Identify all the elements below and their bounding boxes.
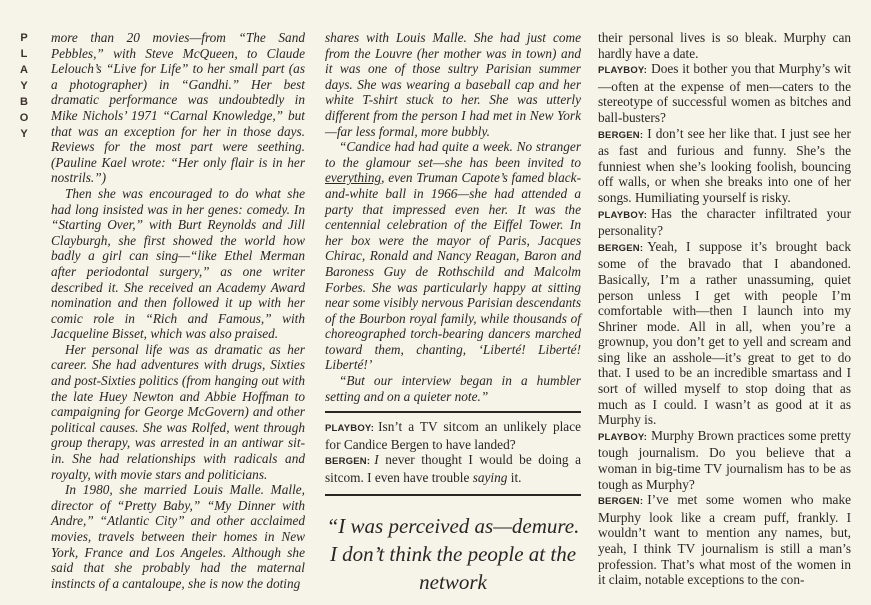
- speaker-label: BERGEN:: [325, 456, 371, 468]
- divider-rule: [325, 494, 581, 496]
- side-letter: Y: [20, 128, 28, 140]
- answer: [598, 126, 851, 206]
- text-run: “Candice had had quite a week. No stranger to the glamour set—she has been invited to: [325, 139, 581, 170]
- paragraph: [598, 30, 851, 61]
- emphasized-word: everything: [325, 170, 382, 186]
- answer-text: I don’t see her like that. I just see her as fast and furious and funny. She’s the funniest when she’s looking foolish, bouncing off walls, or when she breaks into one of her songs. Humiliating yourself is risky.: [598, 125, 851, 205]
- question-text: Murphy Brown practices some pretty tough journalism. Do you believe that a woman in big-time TV journalism has to be as tough as Murphy?: [598, 427, 851, 492]
- speaker-label: BERGEN:: [598, 242, 644, 254]
- pull-quote: [325, 512, 581, 596]
- side-letter: Y: [20, 80, 28, 92]
- answer-text: never thought I would be doing a sitcom. I even have trouble: [325, 452, 581, 485]
- speaker-label: PLAYBOY:: [598, 209, 648, 221]
- answer-text: Yeah, I suppose it’s brought back some of the bravado that I abandoned. Basically, I’m a rather unassuming, quiet person unless I get with people I’m comfortable with—then I launch into my Shriner mode. All in all, when you’re a grownup, you don’t get to yell and scream and sing like an asshole—it’s great to get to do that. I used to be an incredible smartass and I sort of willed myself to stop doing that as much as I could. I wasn’t as good at it as Murphy is.: [598, 238, 851, 428]
- interview-column-3: [598, 30, 851, 588]
- side-letter: A: [20, 64, 28, 76]
- speaker-label: PLAYBOY:: [325, 423, 375, 434]
- answer: [598, 239, 851, 428]
- paragraph: Then she was encouraged to do what she had long insisted was in her genes: comedy. In “Starting Over,” with Burt Reynolds and Jill Clayburgh, she first showed the world how badly a girl can sing—“like Ethel Merman after periodontal surgery,” as one writer described it. She received an Academy Award nomination and then followed it up with her comic role in “Rich and Famous,” with Jacqueline Bisset, which was also praised.: [51, 185, 305, 342]
- paragraph: In 1980, she married Louis Malle. Malle, director of “Pretty Baby,” “My Dinner with Andre,” “Atlantic City” and other acclaimed movies, travels between their homes in New York, France and Los Angeles. Although she said that she probably had the maternal instincts of a cantaloupe, she is now the doting: [51, 482, 305, 591]
- speaker-label: BERGEN:: [598, 129, 644, 141]
- answer-italic: I: [374, 452, 379, 468]
- side-letter: B: [20, 96, 28, 108]
- interview-opening: [325, 419, 581, 485]
- answer: [325, 452, 581, 485]
- paragraph: more than 20 movies—from “The Sand Pebbles,” with Steve McQueen, to Claude Lelouch’s “Live for Life” to her small part (as a photographer) in “Gandhi.” Her best dramatic performance was undoubtedly in Mike Nichols’ 1971 “Carnal Knowledge,” but that was an exception for her in those days. Reviews for the most part were seething. (Pauline Kael wrote: “Her only flair is in her nostrils.”): [51, 30, 305, 186]
- answer-text: I’ve met some women who make Murphy look like a cream puff, frankly. I wouldn’t want to mention any names, but, yeah, I think TV journalism is still a man’s profession. That’s what most of the women in it claim, notable exceptions to the con-: [598, 492, 851, 588]
- pull-quote-text: “I was perceived as—demure. I don’t think the people at the network: [326, 514, 580, 594]
- text-run: , even Truman Capote’s famed black-and-white ball in 1966—she had attended a party that impressed even her. It was the centennial celebration of the Eiffel Tower. In her box were the mayor of Paris, Jacques Chirac, Ronald and Nancy Reagan, Baron and Baroness Guy de Rothschild and Malcolm Forbes. She was particularly happy at sitting near some visibly nervous Parisian descendants of the Bourbon royal family, while thousands of choreographed torch-bearing dancers marched toward them, chanting, ‘Liberté! Liberté! Liberté!’: [325, 170, 581, 373]
- answer-text: it.: [507, 469, 522, 485]
- speaker-label: PLAYBOY:: [598, 65, 648, 77]
- question: [598, 206, 851, 239]
- side-letter: P: [20, 32, 28, 44]
- paragraph: [325, 139, 581, 373]
- intro-column-2: [325, 30, 581, 404]
- side-letter: O: [19, 112, 29, 124]
- question-text: Does it bother you that Murphy’s wit—often at the expense of men—caters to the stereotype of successful women as bitches and ball-busters?: [598, 61, 851, 125]
- question: [598, 61, 851, 125]
- divider-rule: [325, 411, 581, 413]
- speaker-label: BERGEN:: [598, 496, 644, 508]
- answer-italic: saying: [472, 469, 508, 485]
- paragraph: “But our interview began in a humbler setting and on a quieter note.”: [325, 373, 581, 404]
- paragraph: shares with Louis Malle. She had just come from the Louvre (her mother was in town) and it was one of those sultry Parisian summer days. She was wearing a baseball cap and her white T-shirt stuck to her. She was utterly different from the person I had met in New York—far less formal, more bubbly.: [325, 30, 581, 139]
- question: [598, 428, 851, 492]
- question: [325, 419, 581, 452]
- speaker-label: PLAYBOY:: [598, 431, 648, 443]
- answer: [598, 492, 851, 588]
- paragraph: Her personal life was as dramatic as her career. She had adventures with drugs, Sixties and post-Sixties politics (from hanging out with the late Huey Newton and Abbie Hoffman to campaigning for George McGovern) and other political causes. She was Rolfed, went through group therapy, was arrested in an antiwar sit-in. She had relationships with radicals and royalty, with movie stars and politicians.: [51, 341, 305, 482]
- question-text: Has the character infiltrated your personality?: [598, 205, 851, 239]
- magazine-side-label: [14, 30, 34, 142]
- text: their personal lives is so bleak. Murphy can hardly have a date.: [598, 30, 851, 61]
- intro-column-1: [51, 30, 305, 591]
- side-letter: L: [20, 48, 28, 60]
- question-text: Isn’t a TV sitcom an unlikely place for Candice Bergen to have landed?: [325, 419, 581, 452]
